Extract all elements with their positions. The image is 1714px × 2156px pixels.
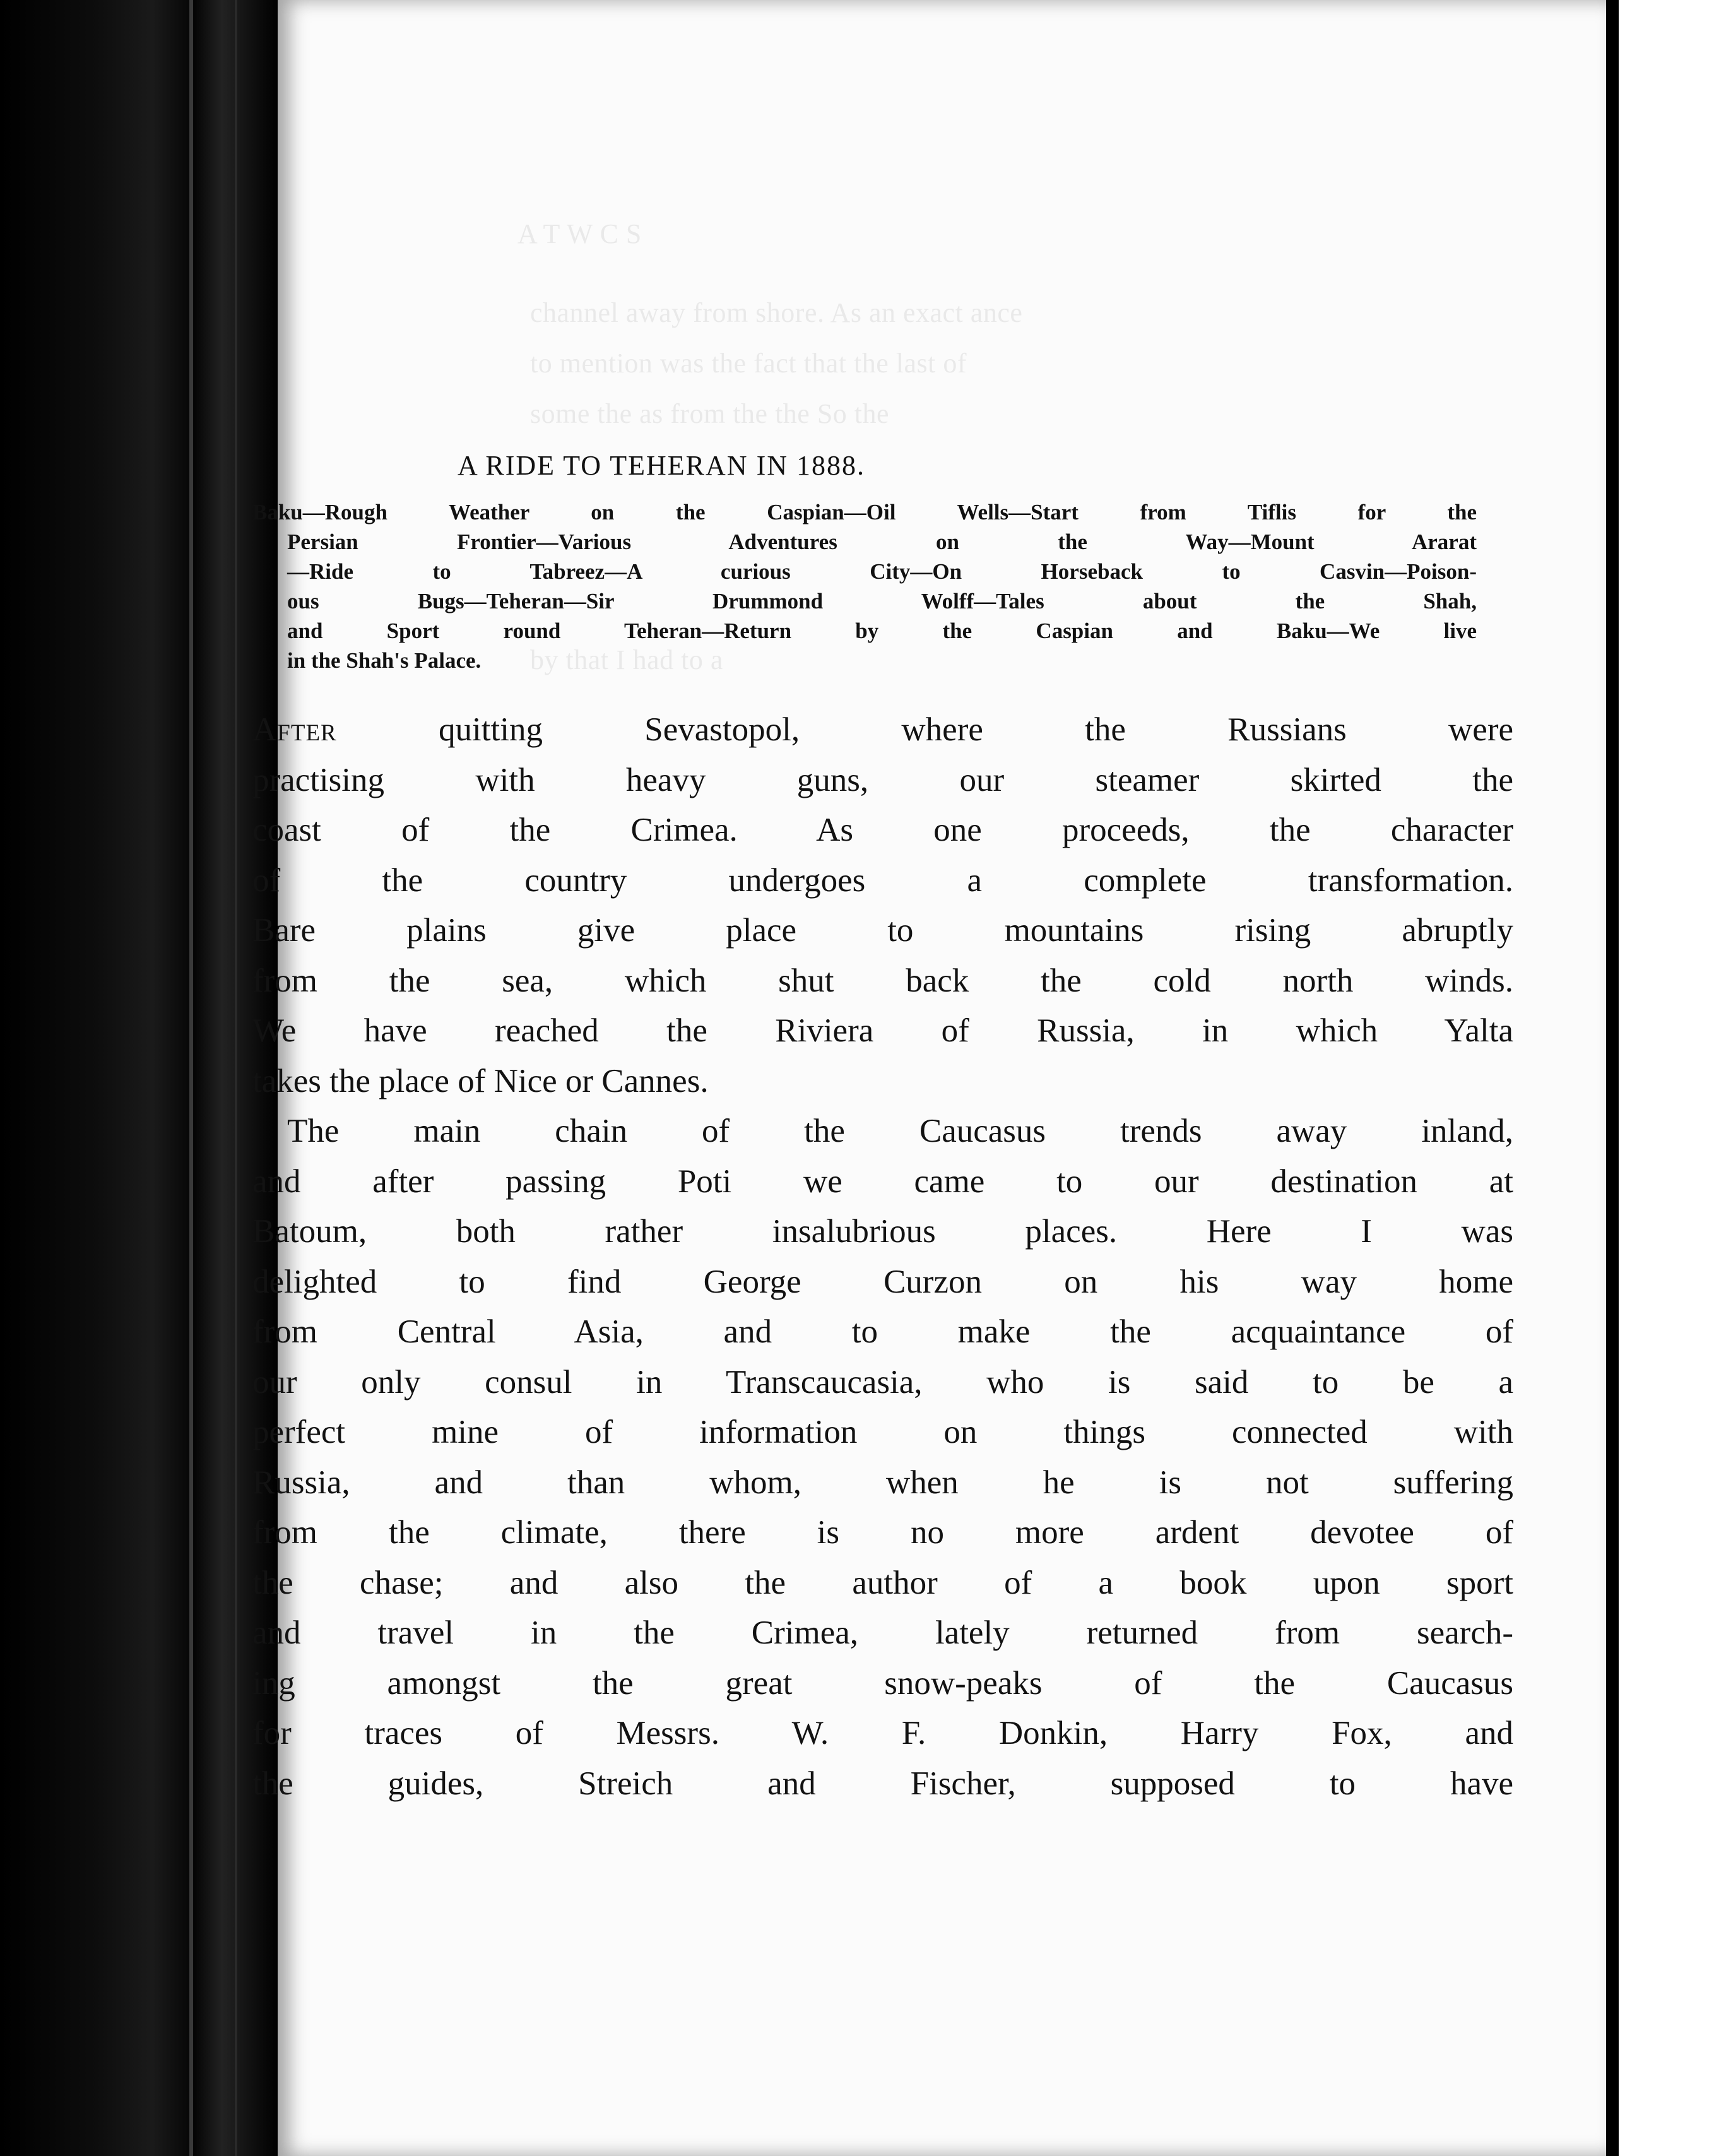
paragraph-line: perfect mine of information on things connected with <box>252 1414 1513 1450</box>
paragraph-line: The main chain of the Caucasus trends away inland, <box>287 1113 1513 1149</box>
paragraph-line-text: quitting Sevastopol, where the Russians were <box>336 711 1513 748</box>
summary-line: —Ride to Tabreez—A curious City—On Horseback to Casvin—Poison- <box>287 559 1477 584</box>
gutter-streak <box>235 0 237 2156</box>
paragraph-line: Bare plains give place to mountains rising abruptly <box>252 912 1513 949</box>
paragraph-lead-word: After <box>252 711 337 748</box>
paragraph-line: our only consul in Transcaucasia, who is said to be a <box>252 1363 1513 1401</box>
facing-page-edge <box>1606 0 1714 2156</box>
bleed-through-text: by that I had to a <box>530 644 723 675</box>
bleed-through-text: to mention was the fact that the last of <box>530 348 967 379</box>
bleed-through-text: A T W C S <box>517 218 642 249</box>
summary-line: Baku—Rough Weather on the Caspian—Oil Wells—Start from Tiflis for the <box>252 500 1477 524</box>
summary-line: Persian Frontier—Various Adventures on the Way—Mount Ararat <box>287 530 1477 554</box>
chapter-title: A RIDE TO TEHERAN IN 1888. <box>458 450 865 481</box>
paragraph-line: takes the place of Nice or Cannes. <box>252 1062 709 1099</box>
paragraph-line: ing amongst the great snow-peaks of the Caucasus <box>252 1664 1513 1702</box>
paragraph-line: and after passing Poti we came to our destination at <box>252 1163 1513 1200</box>
paragraph-line <box>252 705 1513 755</box>
paragraph-line: practising with heavy guns, our steamer skirted the <box>252 761 1513 798</box>
paragraph-line: of the country undergoes a complete transformation. <box>252 862 1513 899</box>
paragraph-line: We have reached the Riviera of Russia, in which Yalta <box>252 1012 1513 1049</box>
summary-line: and Sport round Teheran—Return by the Caspian and Baku—We live <box>287 619 1477 643</box>
paragraph-line: from the sea, which shut back the cold north winds. <box>252 962 1513 999</box>
paragraph-line: Russia, and than whom, when he is not suffering <box>252 1464 1513 1501</box>
paragraph-line: delighted to find George Curzon on his way home <box>252 1263 1513 1300</box>
paragraph-line: from Central Asia, and to make the acquaintance of <box>252 1313 1513 1350</box>
paragraph-line: coast of the Crimea. As one proceeds, the character <box>252 812 1513 848</box>
gutter-streak <box>189 0 193 2156</box>
chapter-summary <box>252 497 1477 675</box>
paragraph-line: and travel in the Crimea, lately returned from search- <box>252 1614 1513 1651</box>
paragraph-line: for traces of Messrs. W. F. Donkin, Harry Fox, and <box>252 1715 1513 1751</box>
paragraph-line: the chase; and also the author of a book upon sport <box>252 1564 1513 1601</box>
chapter-body <box>252 705 1513 1809</box>
paragraph-line: Batoum, both rather insalubrious places. Here I was <box>252 1213 1513 1250</box>
bleed-through-text: some the as from the the So the <box>530 398 890 429</box>
summary-line: in the Shah's Palace. <box>287 648 482 673</box>
paragraph-line: from the climate, there is no more ardent devotee of <box>252 1514 1513 1551</box>
paragraph-line: the guides, Streich and Fischer, supposed to have <box>252 1765 1513 1802</box>
summary-line: ous Bugs—Teheran—Sir Drummond Wolff—Tales about the Shah, <box>287 589 1477 613</box>
bleed-through-text: channel away from shore. As an exact ance <box>530 297 1023 328</box>
